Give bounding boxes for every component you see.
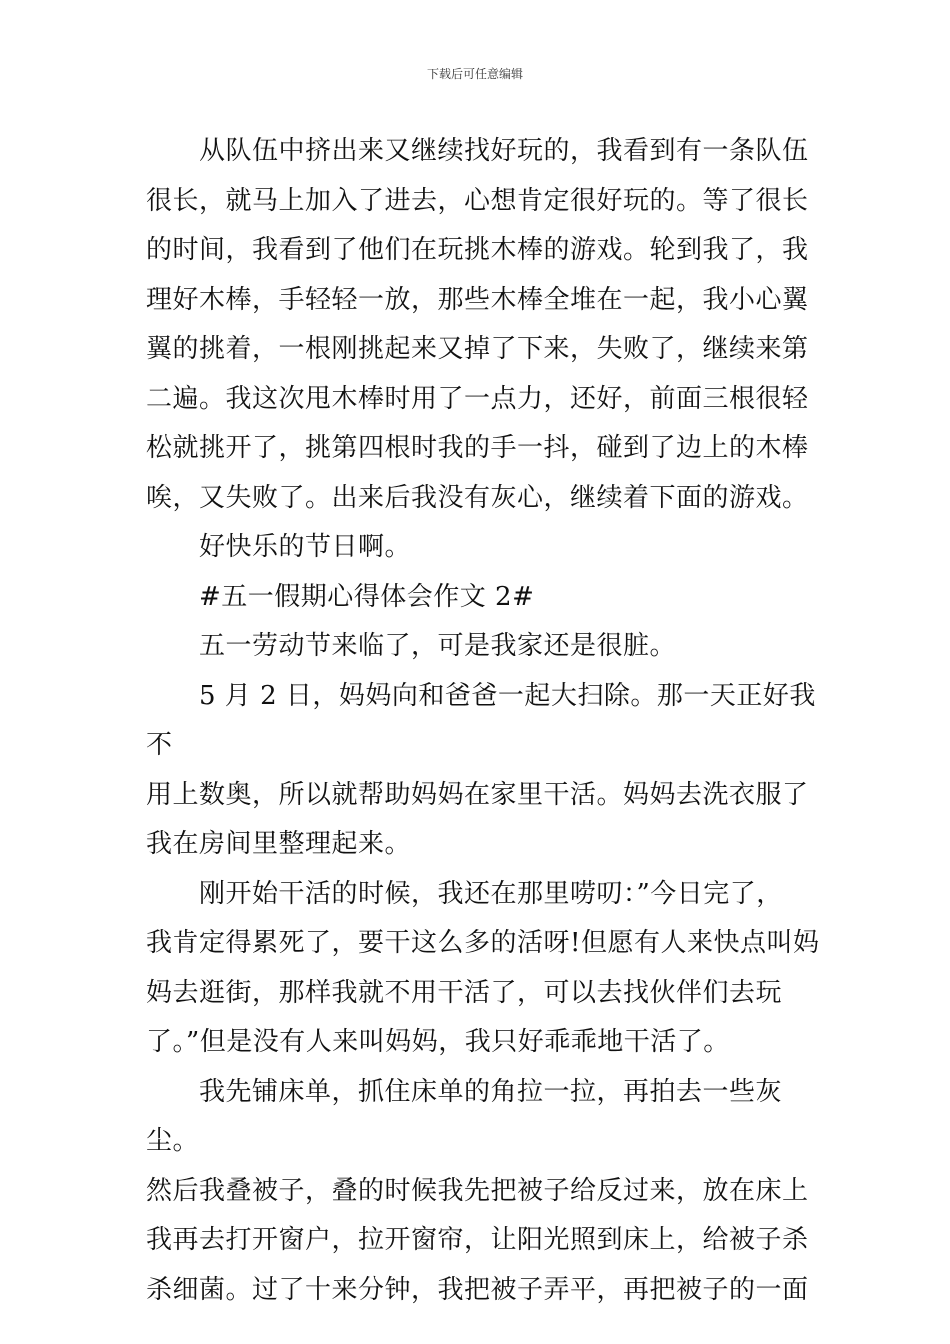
essay-heading: #五一假期心得体会作文 2# [146,581,535,612]
paragraph-pick-sticks-game: 从队伍中挤出来又继续找好玩的，我看到有一条队伍 很长，就马上加入了进去，心想肯定很好玩的。等了很长 的时间，我看到了他们在玩挑木棒的游戏。轮到我了，我 理好木棒，手轻轻一放，那些木棒全堆在一起，我小心翼 翼的挑着，一根刚挑起来又掉了下来，失败了，继续来第 二遍。我这次甩木棒时用了一点力，还好，前面三根很轻 松就挑开了，挑第四根时我的手一抖，碰到了边上的木棒 唉，又失败了。出来后我没有灰心，继续着下面的游戏。 [146,136,809,513]
document-body [146,127,826,1315]
paragraph-complaining: 刚开始干活的时候，我还在那里唠叨：”今日完了， 我肯定得累死了，要干这么多的活呀!但愿有人来快点叫妈 妈去逛街，那样我就不用干活了，可以去找伙伴们去玩 了。”但是没有人来叫妈妈，我只好乖乖地干活了。 [146,878,820,1057]
paragraph-making-bed: 我先铺床单，抓住床单的角拉一拉，再拍去一些灰尘。 然后我叠被子，叠的时候我先把被子给反过来，放在床上 我再去打开窗户，拉开窗帘，让阳光照到床上，给被子杀 杀细菌。过了十来分钟，我把被子弄平，再把被子的一面 [146,1076,809,1305]
page-header: 下载后可任意编辑 [426,67,523,81]
paragraph-may-day-intro: 五一劳动节来临了，可是我家还是很脏。 [146,631,677,661]
paragraph-cleaning-day: 5 月 2 日，妈妈向和爸爸一起大扫除。那一天正好我不 用上数奥，所以就帮助妈妈在家里干活。妈妈去洗衣服了 我在房间里整理起来。 [146,680,816,859]
paragraph-happy-holiday: 好快乐的节日啊。 [146,532,412,562]
